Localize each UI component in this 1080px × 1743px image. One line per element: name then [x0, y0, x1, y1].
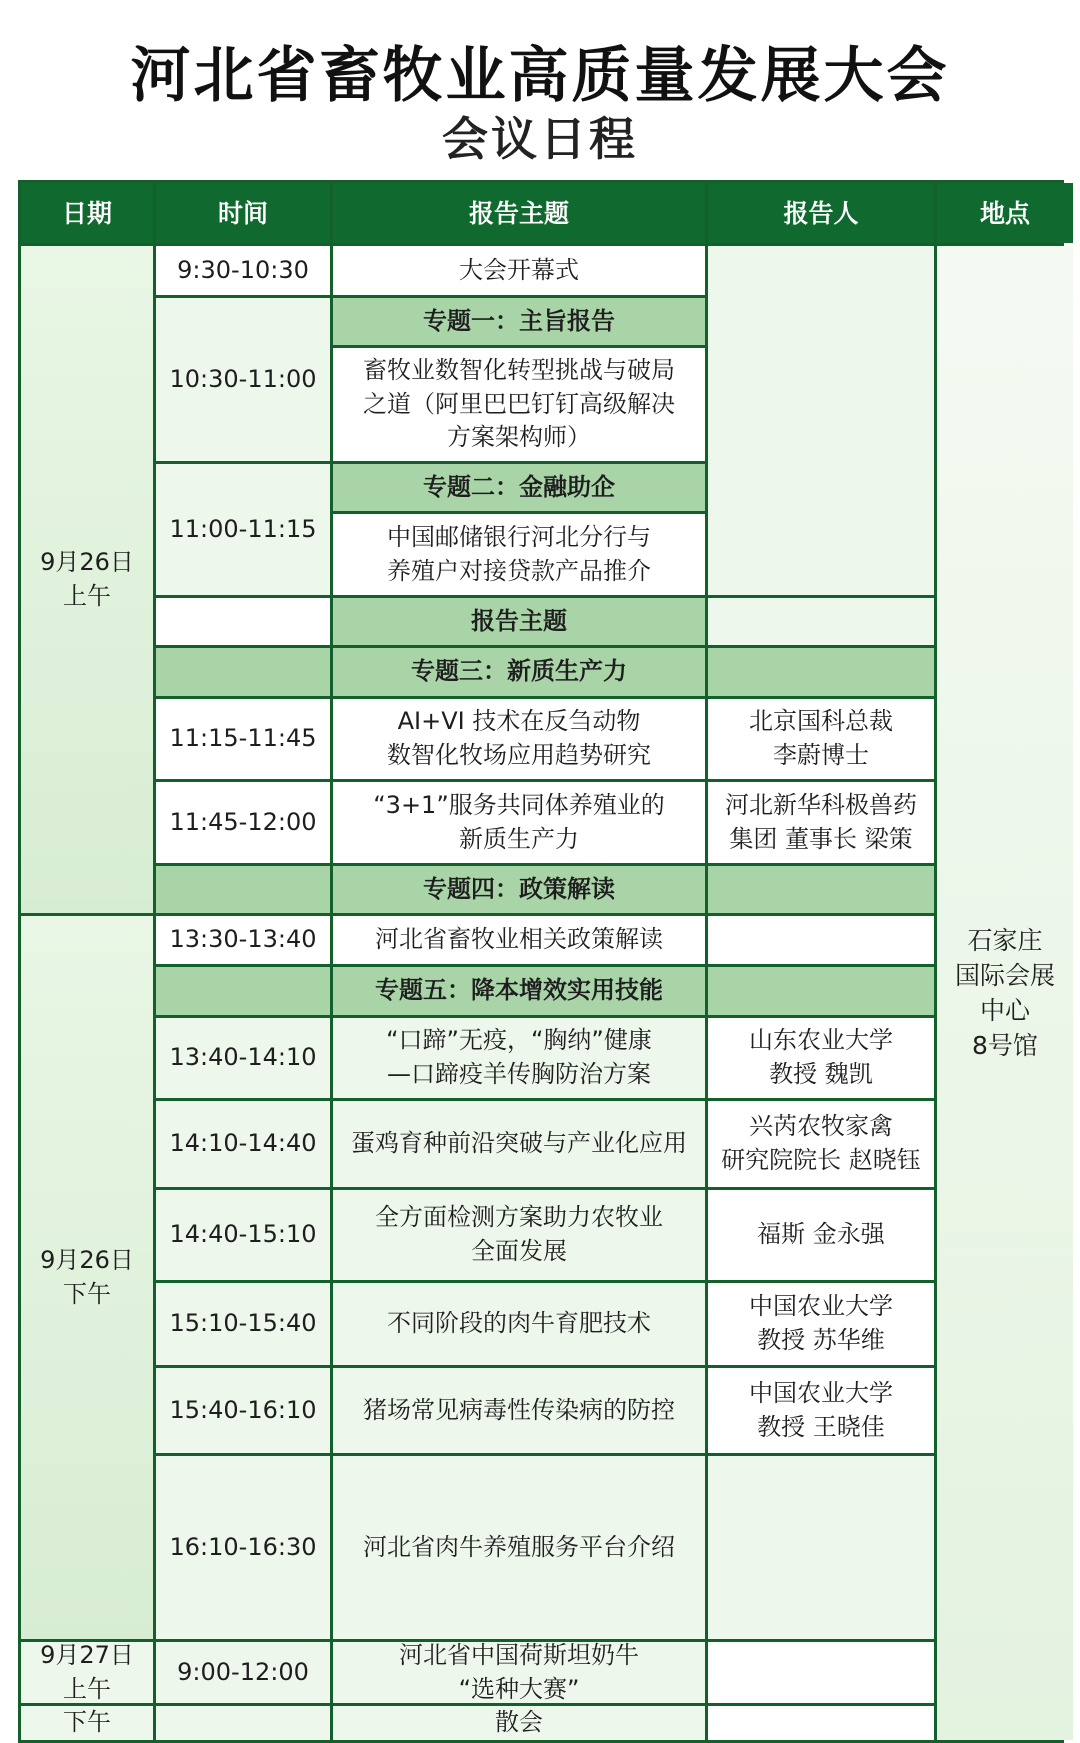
section-bar [156, 648, 330, 696]
time-cell-empty [156, 598, 330, 645]
topic-cell: 河北省畜牧业相关政策解读 [333, 916, 705, 964]
topic-cell: 大会开幕式 [333, 246, 705, 295]
time-cell: 11:00-11:15 [156, 464, 330, 595]
time-cell: 16:10-16:30 [156, 1456, 330, 1639]
date-sep27-morning: 9月27日 上午 [21, 1642, 153, 1703]
topic-cell: 畜牧业数智化转型挑战与破局 之道（阿里巴巴钉钉高级解决 方案架构师） [333, 348, 705, 461]
topic-cell: 全方面检测方案助力农牧业 全面发展 [333, 1190, 705, 1280]
speaker-blank-cell [708, 598, 934, 645]
date-sep26-afternoon: 9月26日 下午 [21, 916, 153, 1639]
speaker-cell: 兴芮农牧家禽 研究院院长 赵晓钰 [708, 1101, 934, 1187]
topic-cell: 猪场常见病毒性传染病的防控 [333, 1368, 705, 1453]
section-bar [708, 648, 934, 696]
speaker-cell-empty [708, 916, 934, 964]
header-speaker: 报告人 [708, 183, 934, 243]
time-cell: 13:40-14:10 [156, 1018, 330, 1098]
time-cell: 9:30-10:30 [156, 246, 330, 295]
speaker-cell: 北京国科总裁 李蔚博士 [708, 699, 934, 779]
topic-cell: 河北省中国荷斯坦奶牛 “选种大赛” [333, 1642, 705, 1703]
section-heading: 专题四：政策解读 [333, 866, 705, 913]
topic-cell: 蛋鸡育种前沿突破与产业化应用 [333, 1101, 705, 1187]
time-cell: 14:40-15:10 [156, 1190, 330, 1280]
date-sep26-morning: 9月26日 上午 [21, 246, 153, 913]
time-cell: 9:00-12:00 [156, 1642, 330, 1703]
speaker-cell-empty [708, 1456, 934, 1639]
header-location: 地点 [937, 183, 1073, 243]
topic-cell: 不同阶段的肉牛育肥技术 [333, 1283, 705, 1365]
time-cell: 11:15-11:45 [156, 699, 330, 779]
speaker-cell-empty [708, 1642, 934, 1703]
topic-cell: 中国邮储银行河北分行与 养殖户对接贷款产品推介 [333, 514, 705, 595]
speaker-cell: 山东农业大学 教授 魏凯 [708, 1018, 934, 1098]
topic-cell: AI+VI 技术在反刍动物 数智化牧场应用趋势研究 [333, 699, 705, 779]
time-cell: 13:30-13:40 [156, 916, 330, 964]
speaker-cell: 中国农业大学 教授 王晓佳 [708, 1368, 934, 1453]
section-heading: 专题一：主旨报告 [333, 298, 705, 345]
time-cell: 15:10-15:40 [156, 1283, 330, 1365]
header-date: 日期 [21, 183, 153, 243]
location-cell: 石家庄 国际会展 中心 8号馆 [937, 246, 1073, 1740]
time-cell-empty [156, 1706, 330, 1740]
time-cell: 15:40-16:10 [156, 1368, 330, 1453]
section-bar [708, 967, 934, 1015]
page-subtitle: 会议日程 [442, 112, 638, 166]
speaker-cell: 河北新华科极兽药 集团 董事长 梁策 [708, 782, 934, 863]
section-bar [156, 967, 330, 1015]
header-time: 时间 [156, 183, 330, 243]
speaker-cell: 中国农业大学 教授 苏华维 [708, 1283, 934, 1365]
time-cell: 10:30-11:00 [156, 298, 330, 461]
topic-cell: “3+1”服务共同体养殖业的 新质生产力 [333, 782, 705, 863]
topic-cell: 散会 [333, 1706, 705, 1740]
time-cell: 14:10-14:40 [156, 1101, 330, 1187]
topic-cell: “口蹄”无疫，“胸纳”健康 —口蹄疫羊传胸防治方案 [333, 1018, 705, 1098]
topic-cell: 河北省肉牛养殖服务平台介绍 [333, 1456, 705, 1639]
speaker-cell: 福斯 金永强 [708, 1190, 934, 1280]
header-topic: 报告主题 [333, 183, 705, 243]
date-sep27-afternoon: 下午 [21, 1706, 153, 1740]
section-bar [708, 866, 934, 913]
section-heading: 报告主题 [333, 598, 705, 645]
section-bar [156, 866, 330, 913]
time-cell: 11:45-12:00 [156, 782, 330, 863]
section-heading: 专题二：金融助企 [333, 464, 705, 511]
section-heading: 专题五：降本增效实用技能 [333, 967, 705, 1015]
schedule-table [18, 180, 1064, 1743]
speaker-blank-cell [708, 246, 934, 595]
page-title: 河北省畜牧业高质量发展大会 [130, 41, 950, 111]
section-heading: 专题三：新质生产力 [333, 648, 705, 696]
speaker-cell-empty [708, 1706, 934, 1740]
